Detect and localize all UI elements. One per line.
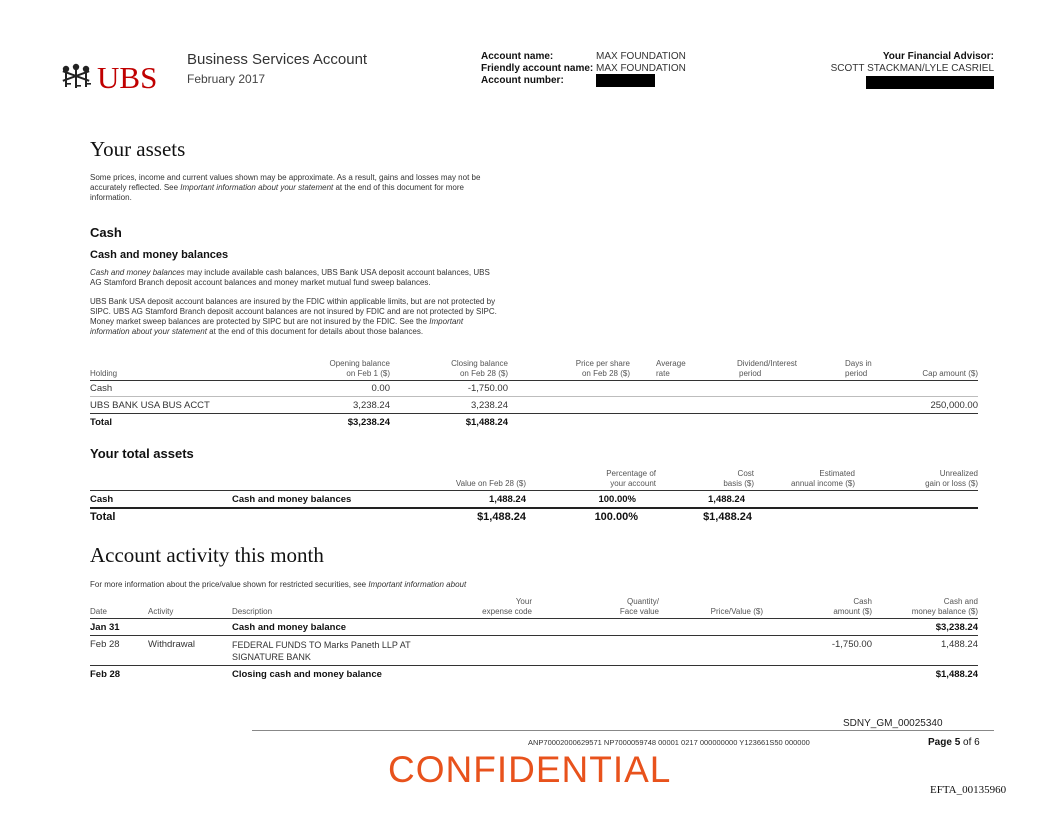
advisor-label: Your Financial Advisor: [882, 51, 994, 62]
cash-row-holding: Cash [90, 383, 113, 394]
col-date: Date [90, 607, 107, 616]
cash-row-closing: -1,750.00 [467, 383, 508, 394]
ta-total-value: $1,488.24 [477, 511, 526, 523]
col-days-in-period: Days in period [845, 359, 872, 378]
statement-date: February 2017 [187, 72, 266, 86]
col-expense-code: Your expense code [482, 597, 532, 616]
page-indicator: Page 5 of 6 [928, 737, 980, 748]
col-percentage: Percentage of your account [606, 469, 656, 488]
ubs-logo-text: UBS [97, 60, 158, 95]
close-row-date: Feb 28 [90, 669, 121, 680]
friendly-name-label: Friendly account name: [481, 63, 594, 74]
bates-number: SDNY_GM_00025340 [843, 718, 943, 729]
col-opening-balance: Opening balance on Feb 1 ($) [329, 359, 390, 378]
col-value-feb28: Value on Feb 28 ($) [455, 479, 526, 488]
ta-cash-cost: 1,488.24 [708, 494, 745, 505]
col-cost-basis: Cost basis ($) [723, 469, 754, 488]
cash-total-opening: $3,238.24 [347, 417, 390, 428]
ta-total-label: Total [90, 511, 116, 523]
your-assets-heading: Your assets [90, 137, 186, 161]
row-divider [90, 396, 978, 397]
open-row-desc: Cash and money balance [232, 622, 347, 633]
friendly-name-value: MAX FOUNDATION [596, 63, 686, 74]
important-info-link: Important information about your statement [180, 183, 334, 192]
ta-cash-label: Cash [90, 494, 114, 505]
col-money-balance: Cash and money balance ($) [911, 597, 978, 616]
ta-cash-value: 1,488.24 [489, 494, 526, 505]
advisor-redaction [866, 76, 994, 89]
ta-cash-pct: 100.00% [598, 494, 636, 505]
account-name-label: Account name: [481, 51, 554, 62]
txn-activity: Withdrawal [148, 639, 195, 650]
txn-description: FEDERAL FUNDS TO Marks Paneth LLP AT SIGNATURE BANK [232, 640, 411, 662]
account-name-value: MAX FOUNDATION [596, 51, 686, 62]
total-assets-heading: Your total assets [90, 446, 194, 461]
account-number-redaction [596, 74, 655, 87]
cash-total-label: Total [90, 417, 112, 428]
col-activity: Activity [148, 607, 174, 616]
col-closing-balance: Closing balance on Feb 28 ($) [451, 359, 508, 378]
confidential-stamp: CONFIDENTIAL [388, 749, 672, 790]
open-row-balance: $3,238.24 [935, 622, 978, 633]
bank-row-closing: 3,238.24 [471, 400, 508, 411]
important-info-link-2: Important information about [368, 580, 467, 589]
efta-number: EFTA_00135960 [930, 784, 1007, 796]
ta-total-pct: 100.00% [594, 511, 638, 523]
activity-note: For more information about the price/value shown for restricted securities, see Important information about [90, 580, 467, 589]
cash-total-closing: $1,488.24 [465, 417, 508, 428]
cash-table-header-rule [90, 380, 978, 381]
col-price-per-share: Price per share on Feb 28 ($) [575, 359, 630, 378]
activity-header-rule [90, 618, 978, 619]
cash-heading: Cash [90, 225, 122, 240]
advisor-value: SCOTT STACKMAN/LYLE CASRIEL [830, 63, 994, 74]
account-number-label: Account number: [481, 75, 564, 86]
col-estimated-income: Estimated annual income ($) [790, 469, 855, 488]
bank-row-holding: UBS BANK USA BUS ACCT [90, 400, 210, 411]
footer-rule [252, 730, 994, 731]
close-row-desc: Closing cash and money balance [232, 669, 382, 680]
total-divider [90, 413, 978, 414]
txn-date: Feb 28 [90, 639, 120, 650]
col-holding: Holding [90, 369, 118, 378]
ta-total-cost: $1,488.24 [703, 511, 752, 523]
statement-code: ANP70002000629571 NP7000059748 00001 0217 000000000 Y123661S50 000000 [528, 738, 810, 747]
assets-intro: Some prices, income and current values shown may be approximate. As a result, gains and losses may not be accurately reflected. See Important information about your statement at the end of this document for more information. [90, 173, 481, 202]
account-type-title: Business Services Account [187, 51, 368, 68]
open-row-date: Jan 31 [90, 622, 120, 633]
account-activity-heading: Account activity this month [90, 543, 324, 567]
ta-cash-desc: Cash and money balances [232, 494, 352, 505]
cash-row-opening: 0.00 [371, 383, 390, 394]
txn-cash-amount: -1,750.00 [831, 639, 872, 650]
total-assets-header-rule [90, 490, 978, 491]
bank-row-cap: 250,000.00 [930, 400, 978, 411]
ubs-keys-logo-icon [58, 62, 94, 92]
col-dividend-period: Dividend/Interest period [737, 359, 798, 378]
cash-money-balances-heading: Cash and money balances [90, 249, 229, 261]
open-row-divider [90, 635, 978, 636]
col-description: Description [232, 607, 273, 616]
col-cash-amount: Cash amount ($) [833, 597, 872, 616]
close-row-divider [90, 665, 978, 666]
col-quantity: Quantity/ Face value [619, 597, 659, 616]
txn-balance: 1,488.24 [941, 639, 978, 650]
col-average-rate: Average rate [656, 359, 686, 378]
ta-total-divider [90, 507, 978, 509]
bank-row-opening: 3,238.24 [353, 400, 390, 411]
cmb-paragraph-1: Cash and money balances may include available cash balances, UBS Bank USA deposit account balances, UBS AG Stamford Branch deposit account balances and money market mutual fund sweep balances. [90, 268, 490, 287]
col-price-value: Price/Value ($) [710, 607, 763, 616]
cmb-paragraph-2: UBS Bank USA deposit account balances are insured by the FDIC within applicable limits, but are not protected by SIPC. UBS AG Stamford Branch deposit account balances are not insured by FDIC and are not protected by SIPC. Money market sweep balances are protected by SIPC but are not insured by the FDIC. See the Important information about your statement at the end of this document for details about those balances. [90, 297, 497, 336]
col-unrealized: Unrealized gain or loss ($) [925, 469, 978, 488]
close-row-balance: $1,488.24 [935, 669, 978, 680]
col-cap-amount: Cap amount ($) [922, 369, 978, 378]
